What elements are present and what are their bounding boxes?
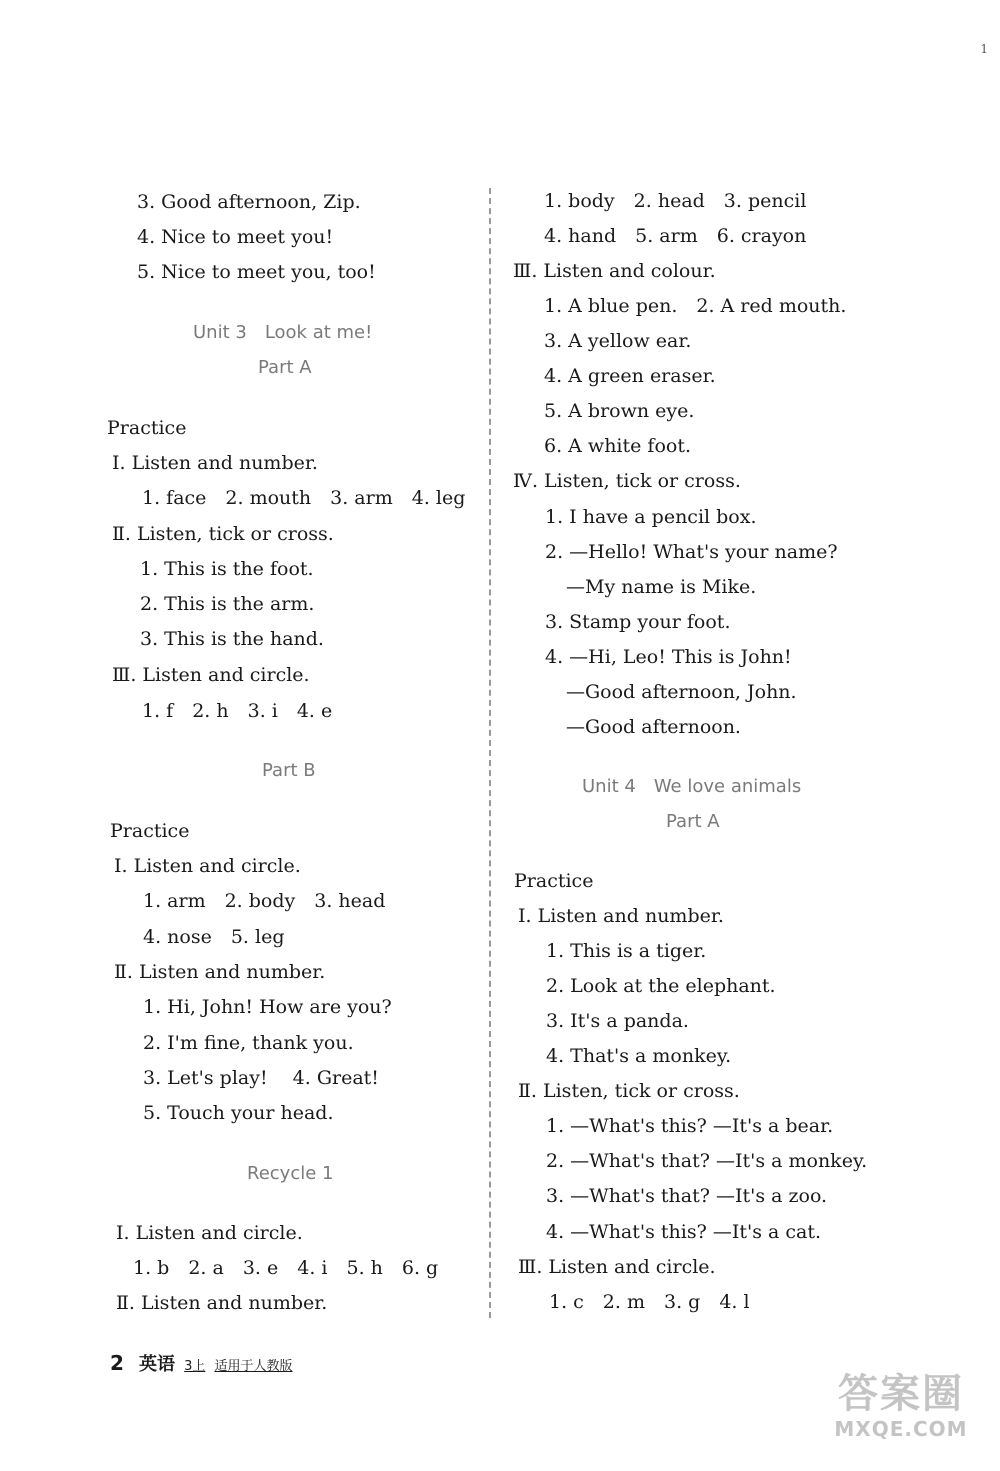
answer-line: Practice <box>514 870 594 892</box>
answer-line: 4. hand 5. arm 6. crayon <box>544 225 807 247</box>
answer-line: Ⅲ. Listen and colour. <box>513 260 716 282</box>
subject-label: 英语 <box>139 1354 176 1375</box>
answer-line: 1. I have a pencil box. <box>545 506 757 528</box>
answer-line: —Good afternoon. <box>566 716 741 738</box>
answer-line: Ⅰ. Listen and circle. <box>116 1222 303 1244</box>
answer-line: 6. A white foot. <box>544 435 692 457</box>
answer-line: Ⅰ. Listen and number. <box>112 452 318 474</box>
answer-line: 1. A blue pen. 2. A red mouth. <box>544 295 847 317</box>
answer-line: Ⅰ. Listen and circle. <box>114 855 301 877</box>
answer-line: 5. Nice to meet you, too! <box>137 261 376 283</box>
answer-line: Ⅲ. Listen and circle. <box>112 664 310 686</box>
answer-line: 5. A brown eye. <box>544 400 695 422</box>
answer-line: Practice <box>110 820 190 842</box>
answer-line: 2. Look at the elephant. <box>546 975 776 997</box>
section-heading: Unit 4 We love animals <box>582 776 802 797</box>
section-heading: Unit 3 Look at me! <box>193 322 373 343</box>
watermark-url: MXQE.COM <box>834 1417 968 1441</box>
answer-line: 1. f 2. h 3. i 4. e <box>142 700 333 722</box>
answer-line: Practice <box>107 417 187 439</box>
section-heading: Part A <box>258 357 312 378</box>
answer-line: Ⅱ. Listen, tick or cross. <box>518 1080 740 1102</box>
answer-line: Ⅱ. Listen, tick or cross. <box>112 523 334 545</box>
page-footer <box>110 1350 293 1376</box>
answer-line: 1. This is a tiger. <box>546 940 707 962</box>
answer-line: 2. I'm fine, thank you. <box>143 1032 354 1054</box>
answer-line: 1. Hi, John! How are you? <box>143 996 392 1018</box>
answer-line: 1. c 2. m 3. g 4. l <box>549 1291 750 1313</box>
answer-line: 1. This is the foot. <box>140 558 314 580</box>
answer-line: 3. A yellow ear. <box>544 330 692 352</box>
answer-line: 2. —Hello! What's your name? <box>545 541 838 563</box>
answer-line: 4. —What's this? —It's a cat. <box>546 1221 821 1243</box>
answer-line: 3. This is the hand. <box>140 628 324 650</box>
answer-line: 3. Good afternoon, Zip. <box>137 191 361 213</box>
answer-line: 3. —What's that? —It's a zoo. <box>546 1185 828 1207</box>
answer-line: Ⅰ. Listen and number. <box>518 905 724 927</box>
answer-line: 4. nose 5. leg <box>143 926 285 948</box>
answer-line: Ⅲ. Listen and circle. <box>518 1256 716 1278</box>
watermark <box>826 1371 976 1451</box>
answer-line: Ⅱ. Listen and number. <box>116 1292 328 1314</box>
page-number: 2 <box>110 1351 124 1375</box>
answer-line: 1. body 2. head 3. pencil <box>544 190 807 212</box>
answer-line: 1. b 2. a 3. e 4. i 5. h 6. g <box>133 1257 439 1279</box>
answer-line: 1. —What's this? —It's a bear. <box>546 1115 834 1137</box>
answer-line: 1. face 2. mouth 3. arm 4. leg <box>142 487 466 509</box>
answer-line: 1. arm 2. body 3. head <box>143 890 386 912</box>
answer-line: 5. Touch your head. <box>143 1102 334 1124</box>
answer-line: —Good afternoon, John. <box>566 681 797 703</box>
edition-label: 适用于人教版 <box>214 1359 293 1374</box>
answer-line: 2. This is the arm. <box>140 593 315 615</box>
watermark-logo: 答案圈 <box>838 1371 964 1417</box>
answer-line: Ⅳ. Listen, tick or cross. <box>513 470 741 492</box>
section-heading: Recycle 1 <box>247 1163 334 1184</box>
section-heading: Part A <box>666 811 720 832</box>
section-heading: Part B <box>262 760 316 781</box>
answer-line: 2. —What's that? —It's a monkey. <box>546 1150 868 1172</box>
answer-line: 4. —Hi, Leo! This is John! <box>545 646 792 668</box>
answer-line: 4. That's a monkey. <box>546 1045 732 1067</box>
answer-line: 3. Let's play! 4. Great! <box>143 1067 379 1089</box>
answer-line: 3. It's a panda. <box>546 1010 689 1032</box>
answer-line: 4. A green eraser. <box>544 365 716 387</box>
grade-label: 3上 <box>184 1359 206 1374</box>
answer-line: 4. Nice to meet you! <box>137 226 334 248</box>
column-divider <box>489 188 491 1318</box>
corner-mark: 1 <box>980 42 988 56</box>
answer-line: —My name is Mike. <box>566 576 757 598</box>
answer-line: Ⅱ. Listen and number. <box>114 961 326 983</box>
answer-line: 3. Stamp your foot. <box>545 611 731 633</box>
